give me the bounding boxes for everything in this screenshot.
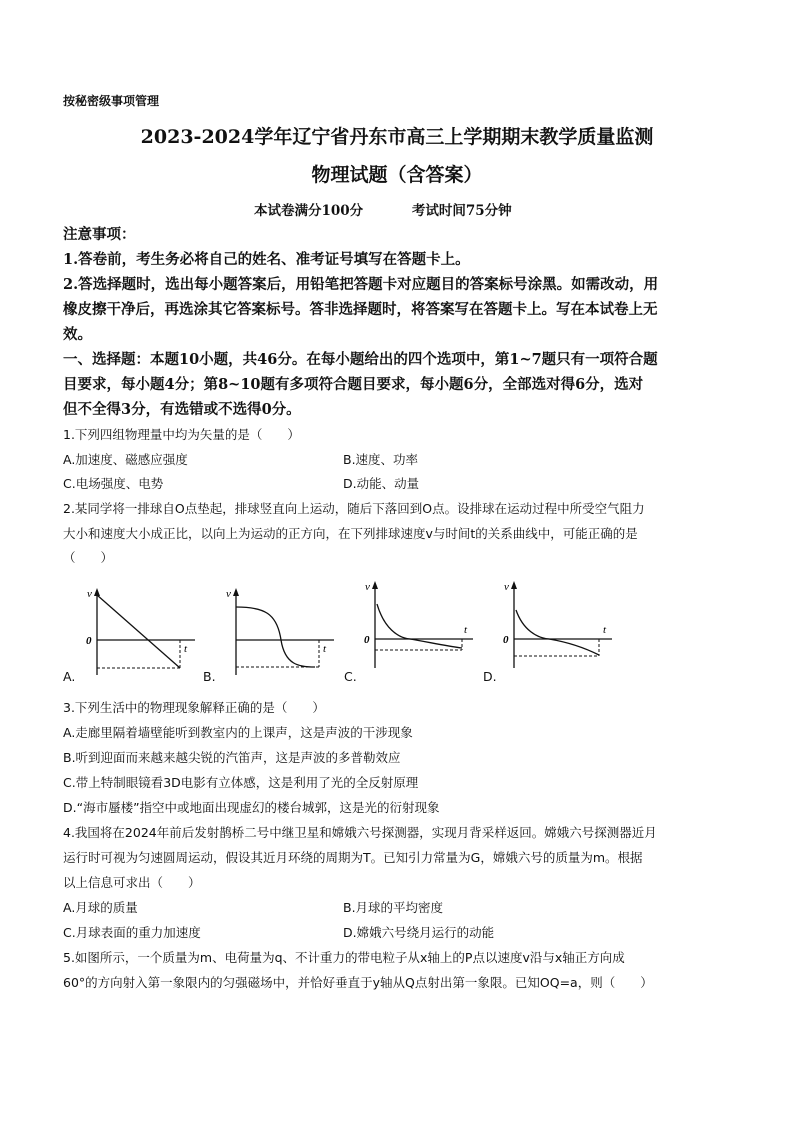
exam-info — [254, 199, 512, 219]
q1-stem: 1.下列四组物理量中均为矢量的是（ ） — [63, 427, 300, 442]
exam-title: 2023-2024学年辽宁省丹东市高三上学期期末教学质量监测 — [140, 126, 654, 148]
q4-line1: 4.我国将在2024年前后发射鹊桥二号中继卫星和嫦娥六号探测器，实现月背采样返回。嫦娥六号探测器近月 — [63, 825, 657, 840]
v-label: v — [365, 581, 370, 593]
q3-option-a: A.走廊里隔着墙壁能听到教室内的上课声，这是声波的干涉现象 — [63, 725, 413, 740]
v-t-curve — [236, 607, 315, 667]
origin-label: 0 — [86, 635, 92, 647]
q2-option-a: A. — [63, 669, 76, 684]
q2-option-d: D. — [483, 669, 497, 684]
v-t-curve — [377, 604, 462, 648]
notes-item-2-line3: 效。 — [63, 326, 92, 343]
q2-line3: （ ） — [63, 550, 114, 565]
q2-graph-c — [358, 578, 478, 678]
q2-line1: 2.某同学将一排球自O点垫起，排球竖直向上运动，随后下落回到O点。设排球在运动过程中所受空气阻力 — [63, 501, 645, 516]
secret-note: 按秘密级事项管理 — [63, 94, 160, 108]
t-label: t — [603, 624, 607, 636]
t-label: t — [184, 643, 188, 655]
q3-option-c: C.带上特制眼镜看3D电影有立体感，这是利用了光的全反射原理 — [63, 775, 419, 790]
q2-line2: 大小和速度大小成正比，以向上为运动的正方向，在下列排球速度v与时间t的关系曲线中，可能正确的是 — [63, 526, 638, 541]
q2-option-c: C. — [344, 669, 357, 684]
v-label: v — [226, 588, 231, 600]
q2-option-b: B. — [203, 669, 216, 684]
notes-item-2-line2: 橡皮擦干净后，再选涂其它答案标号。答非选择题时，将答案写在答题卡上。写在本试卷上无 — [63, 301, 658, 318]
notes-item-2-line1: 2.答选择题时，选出每小题答案后，用铅笔把答题卡对应题目的答案标号涂黑。如需改动，用 — [63, 276, 659, 293]
t-label: t — [464, 624, 468, 636]
exam-subject-title: 物理试题（含答案） — [311, 164, 483, 186]
q5-line2: 60°的方向射入第一象限内的匀强磁场中，并恰好垂直于y轴从Q点射出第一象限。已知OQ=a，则（ ） — [63, 975, 653, 990]
v-axis-arrow-icon — [511, 581, 517, 589]
notes-heading: 注意事项： — [63, 226, 136, 243]
q2-graph-a — [80, 585, 200, 685]
exam-time: 考试时间75分钟 — [411, 203, 512, 219]
q4-option-a: A.月球的质量 — [63, 900, 138, 915]
v-label: v — [504, 581, 509, 593]
q3-option-d: D.“海市蜃楼”指空中或地面出现虚幻的楼台城郭，这是光的衍射现象 — [63, 800, 440, 815]
v-axis-arrow-icon — [372, 581, 378, 589]
v-label: v — [87, 588, 92, 600]
q3-option-b: B.听到迎面而来越来越尖锐的汽笛声，这是声波的多普勒效应 — [63, 750, 401, 765]
v-axis-arrow-icon — [94, 588, 100, 596]
q4-line2: 运行时可视为匀速圆周运动，假设其近月环绕的周期为T。已知引力常量为G，嫦娥六号的质量为m。根据 — [63, 850, 643, 865]
q4-line3: 以上信息可求出（ ） — [63, 875, 201, 890]
v-t-curve — [97, 595, 180, 668]
q1-option-d: D.动能、动量 — [343, 476, 420, 491]
v-t-curve — [516, 610, 599, 655]
q1-option-b: B.速度、功率 — [343, 452, 419, 467]
q4-option-b: B.月球的平均密度 — [343, 900, 444, 915]
section1-instructions-line3: 但不全得3分，有选错或不选得0分。 — [63, 401, 301, 418]
section1-instructions-line2: 目要求，每小题4分；第8~10题有多项符合题目要求，每小题6分，全部选对得6分，选对 — [63, 376, 644, 393]
q2-graph-d — [497, 578, 617, 678]
q1-option-c: C.电场强度、电势 — [63, 476, 164, 491]
origin-label: 0 — [364, 634, 370, 646]
q2-graph-b — [219, 585, 339, 685]
q5-line1: 5.如图所示，一个质量为m、电荷量为q、不计重力的带电粒子从x轴上的P点以速度v沿与x轴正方向成 — [63, 950, 625, 965]
full-score: 本试卷满分100分 — [254, 203, 364, 219]
q1-option-a: A.加速度、磁感应强度 — [63, 452, 188, 467]
t-label: t — [323, 643, 327, 655]
q3-stem: 3.下列生活中的物理现象解释正确的是（ ） — [63, 700, 325, 715]
v-axis-arrow-icon — [233, 588, 239, 596]
q4-option-d: D.嫦娥六号绕月运行的动能 — [343, 925, 495, 940]
notes-item-1: 1.答卷前，考生务必将自己的姓名、准考证号填写在答题卡上。 — [63, 251, 470, 268]
q4-option-c: C.月球表面的重力加速度 — [63, 925, 201, 940]
section1-instructions-line1: 一、选择题：本题10小题，共46分。在每小题给出的四个选项中，第1~7题只有一项符合题 — [63, 351, 658, 368]
origin-label: 0 — [503, 634, 509, 646]
